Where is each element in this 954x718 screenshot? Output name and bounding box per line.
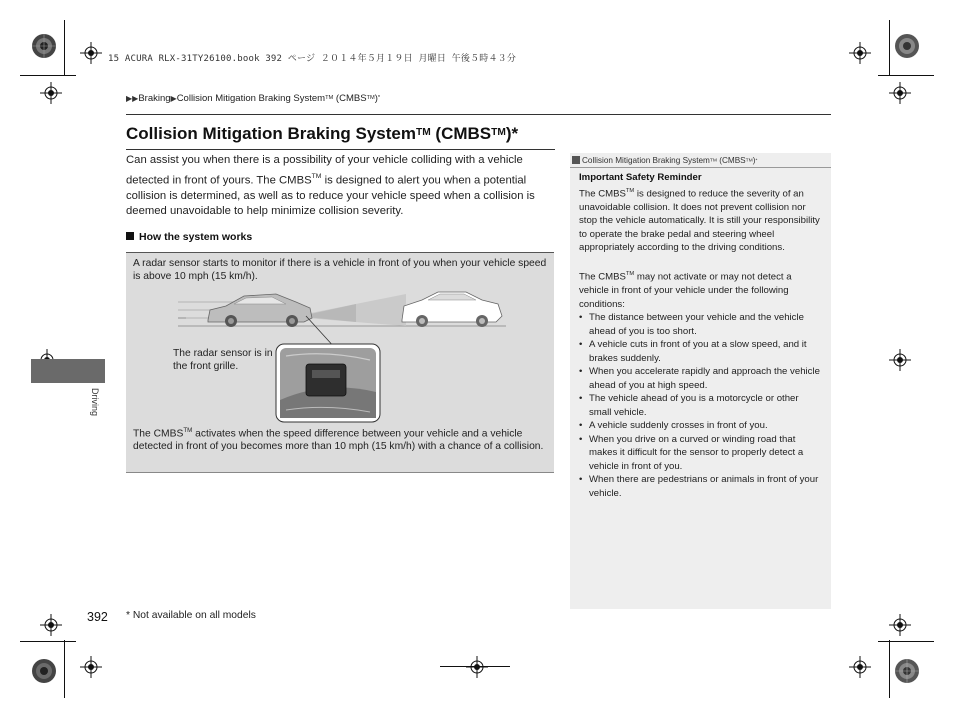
list-item: • The vehicle ahead of you is a motorcycle or other small vehicle. bbox=[579, 392, 823, 419]
own-car-icon bbox=[208, 294, 312, 327]
conditions-list bbox=[579, 311, 823, 500]
list-item: • When there are pedestrians or animals in front of your vehicle. bbox=[579, 473, 823, 500]
color-target-icon bbox=[894, 33, 920, 59]
radar-sensor-icon bbox=[306, 364, 346, 396]
list-item: • A vehicle cuts in front of you at a slow speed, and it brakes suddenly. bbox=[579, 338, 823, 365]
section-heading: How the system works bbox=[126, 231, 252, 243]
section-tab bbox=[31, 359, 105, 383]
print-info: 15 ACURA RLX-31TY26100.book 392 ページ ２０１４年５月１９日 月曜日 午後５時４３分 bbox=[108, 54, 517, 64]
registration-mark-icon bbox=[889, 82, 911, 104]
breadcrumb-current: Collision Mitigation Braking System™ (CMBS™)* bbox=[176, 93, 381, 104]
grille-inset bbox=[276, 344, 380, 422]
safety-reminder-heading: Important Safety Reminder bbox=[579, 172, 702, 183]
registration-mark-icon bbox=[40, 82, 62, 104]
page-number: 392 bbox=[87, 610, 108, 624]
safety-reminder-paragraph: The CMBS™ is designed to reduce the severity of an unavoidable collision. It does not prevent collision nor stop the vehicle automatically. It is still your responsibility to operate the brake pedal and steering wheel appropriately according to the driving conditions. bbox=[579, 187, 820, 254]
registration-mark-icon bbox=[40, 614, 62, 636]
intro-paragraph: Can assist you when there is a possibility of your vehicle colliding with a vehicle detected in front of yours. The CMBS™ is designed to alert you when a potential collision is determined, as well as to reduce your vehicle speed when a collision is deemed unavoidable to help minimize collision severity. bbox=[126, 154, 535, 218]
square-bullet-icon bbox=[126, 232, 134, 240]
list-item: • A vehicle suddenly crosses in front of you. bbox=[579, 419, 823, 433]
section-tab-label: Driving bbox=[90, 388, 100, 417]
color-target-icon bbox=[894, 658, 920, 684]
breadcrumb-link-braking[interactable]: Braking bbox=[138, 93, 171, 104]
footnote: * Not available on all models bbox=[126, 610, 256, 621]
breadcrumb-separator: ▶ bbox=[170, 94, 177, 103]
sidebar-header: Collision Mitigation Braking System™ (CMBS™)* bbox=[570, 153, 831, 168]
registration-mark-icon bbox=[80, 656, 102, 678]
color-target-icon bbox=[31, 658, 57, 684]
title-rule bbox=[126, 149, 555, 150]
figure-callout-radar: The radar sensor is in the front grille. bbox=[173, 348, 273, 372]
registration-mark-icon bbox=[849, 42, 871, 64]
list-item: • The distance between your vehicle and the vehicle ahead of you is too short. bbox=[579, 311, 823, 338]
target-car-icon bbox=[402, 292, 502, 327]
registration-mark-icon bbox=[80, 42, 102, 64]
conditions-paragraph: The CMBS™ may not activate or may not detect a vehicle in front of your vehicle under the following conditions: bbox=[579, 271, 792, 310]
sidebar-body bbox=[579, 171, 823, 500]
color-target-icon bbox=[31, 33, 57, 59]
page-title: Collision Mitigation Braking System™ (CMBS™)* bbox=[126, 124, 519, 143]
registration-mark-icon bbox=[889, 349, 911, 371]
figure-text-activation: The CMBS™ activates when the speed difference between your vehicle and a vehicle detected in front of you becomes more than 10 mph (15 km/h) with a chance of a collision. bbox=[133, 427, 544, 452]
list-item: • When you accelerate rapidly and approach the vehicle ahead of you at high speed. bbox=[579, 365, 823, 392]
list-item: • When you drive on a curved or winding road that makes it difficult for the sensor to properly detect a vehicle in front of you. bbox=[579, 433, 823, 474]
reference-marker-icon bbox=[572, 156, 580, 164]
registration-mark-icon bbox=[466, 656, 488, 678]
registration-mark-icon bbox=[849, 656, 871, 678]
figure-text-radar: A radar sensor starts to monitor if there is a vehicle in front of you when your vehicle speed is above 10 mph (15 km/h). bbox=[133, 258, 547, 282]
header-rule bbox=[126, 114, 831, 115]
breadcrumb bbox=[126, 93, 380, 104]
breadcrumb-arrows: ▶▶ bbox=[126, 94, 139, 103]
registration-mark-icon bbox=[889, 614, 911, 636]
